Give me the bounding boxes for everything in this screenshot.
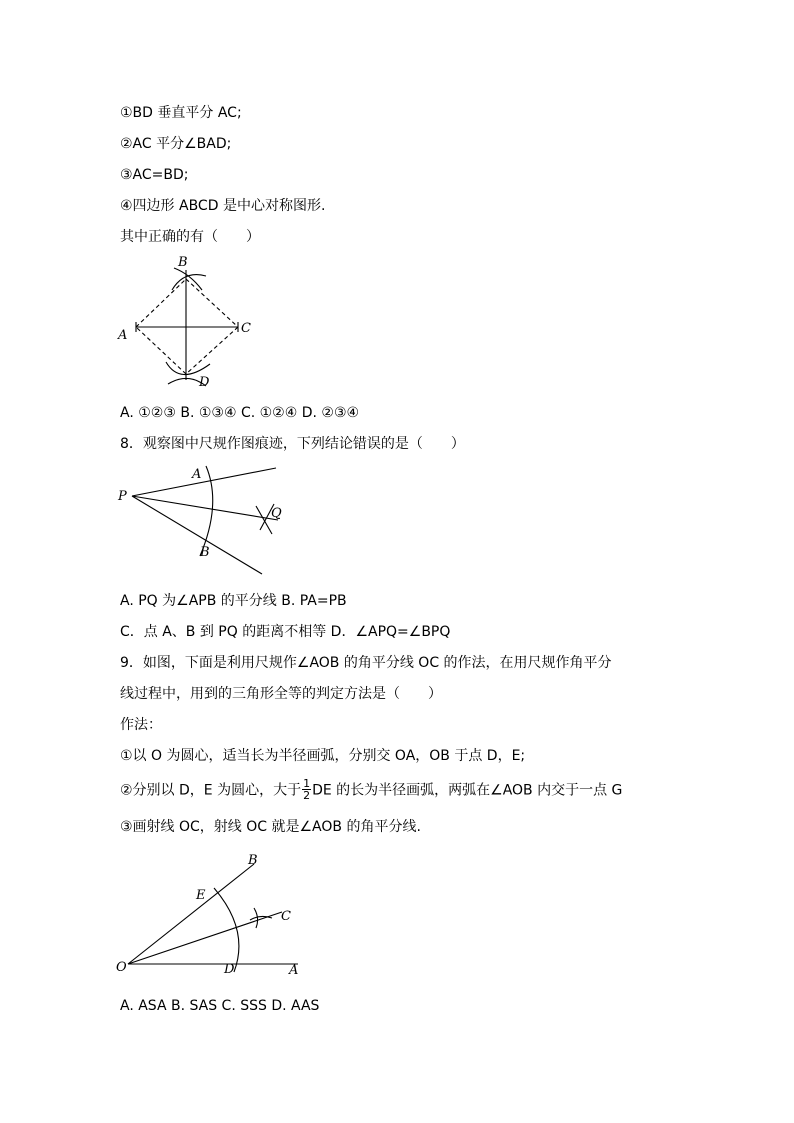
q8-title: 8．观察图中尺规作图痕迹，下列结论错误的是（ ） xyxy=(120,436,465,452)
q7-side-bc xyxy=(186,279,238,327)
q9-step2 xyxy=(120,777,623,802)
q9-arc-de xyxy=(214,888,239,972)
q8-arc-ab xyxy=(200,466,213,556)
q7-side-cd xyxy=(186,327,238,374)
q8-label-a: A xyxy=(192,467,202,482)
q7-options: A. ①②③ B. ①③④ C. ①②④ D. ②③④ xyxy=(120,405,360,421)
q7-label-a: A xyxy=(118,328,128,343)
q9-options: A. ASA B. SAS C. SSS D. AAS xyxy=(120,998,320,1014)
q7-statement-3: ③AC=BD; xyxy=(120,167,189,183)
q7-statement-2: ②AC 平分∠BAD; xyxy=(120,136,232,152)
q7-side-ab xyxy=(136,279,186,327)
q9-label-o: O xyxy=(116,960,127,975)
q7-label-d: D xyxy=(199,375,210,390)
fraction-denominator: 2 xyxy=(303,789,311,802)
q9-ray-oc xyxy=(128,912,282,964)
q9-step2-after: DE 的长为半径画弧，两弧在∠AOB 内交于一点 G xyxy=(312,782,623,799)
q9-label-d: D xyxy=(224,962,235,977)
fraction-numerator: 1 xyxy=(303,777,311,790)
fraction-one-half xyxy=(302,778,311,801)
q7-arc-d1 xyxy=(166,362,210,375)
q9-title-line1: 9．如图，下面是利用尺规作∠AOB 的角平分线 OC 的作法，在用尺规作角平分 xyxy=(120,655,612,671)
q8-options-line1: A. PQ 为∠APB 的平分线 B. PA=PB xyxy=(120,593,347,609)
q8-ray-pa xyxy=(132,468,276,496)
q9-method-label: 作法： xyxy=(120,717,162,733)
q7-label-c: C xyxy=(241,321,251,336)
q9-label-b: B xyxy=(248,853,258,868)
q9-ray-ob xyxy=(128,864,254,964)
q8-options-line2: C．点 A、B 到 PQ 的距离不相等 D．∠APQ=∠BPQ xyxy=(120,624,451,640)
q7-statement-4: ④四边形 ABCD 是中心对称图形. xyxy=(120,198,326,214)
q9-label-c: C xyxy=(281,909,291,924)
q9-label-e: E xyxy=(196,888,206,903)
q7-label-b: B xyxy=(178,255,188,270)
q9-figure xyxy=(110,850,310,980)
q9-label-a: A xyxy=(289,963,299,978)
q8-ray-pq xyxy=(132,496,278,520)
q8-figure xyxy=(110,456,300,581)
q9-step3: ③画射线 OC，射线 OC 就是∠AOB 的角平分线. xyxy=(120,819,421,835)
q8-label-q: Q xyxy=(271,506,282,521)
q9-title-line2: 线过程中，用到的三角形全等的判定方法是（ ） xyxy=(120,686,442,702)
q8-label-b: B xyxy=(200,545,210,560)
q8-ray-pb xyxy=(132,496,262,574)
q7-statement-1: ①BD 垂直平分 AC; xyxy=(120,105,242,121)
q8-arc-q1 xyxy=(256,506,272,534)
q9-step2-before: ②分别以 D，E 为圆心，大于 xyxy=(120,782,302,799)
q8-label-p: P xyxy=(118,489,127,504)
q7-prompt: 其中正确的有（ ） xyxy=(120,229,260,245)
q7-figure xyxy=(110,252,270,394)
q7-side-da xyxy=(136,327,186,374)
q9-step1: ①以 O 为圆心，适当长为半径画弧，分别交 OA，OB 于点 D，E; xyxy=(120,748,526,764)
